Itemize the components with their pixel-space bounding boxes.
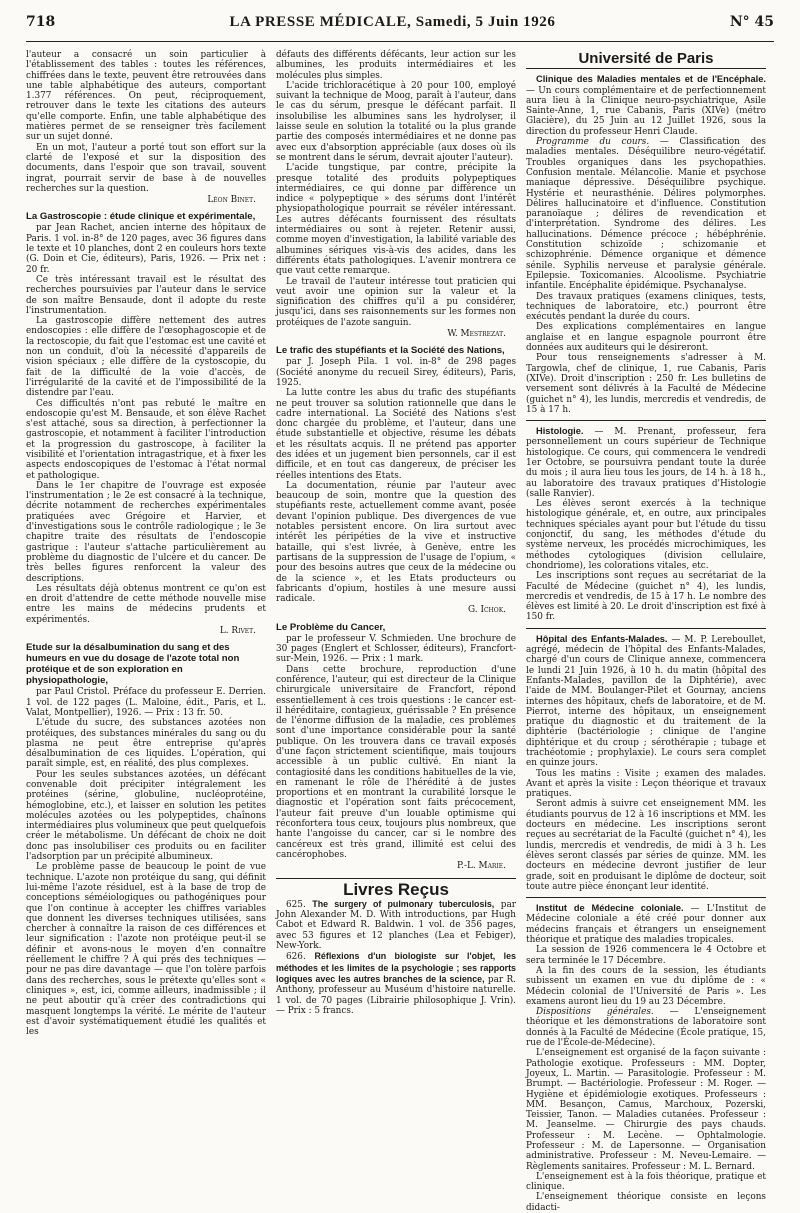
issue-number: N° 45 (729, 14, 774, 30)
paragraph: L'acide trichloracétique à 20 pour 100, employé suivant la technique de Moog, paraît à l'auteur, dans le cas du sérum, presque le défécant parfait. Il insolubilise les albumines sans les hydrolyser, il laisse seule en solution la totalité ou la plus grande partie des composés intermédiaires et ne donne pas avec eux d'absorption appréciable (aux doses où ils se montrent dans le sérum, devrait ajouter l'auteur). (276, 80, 516, 163)
paragraph (526, 426, 766, 499)
paragraph: Le travail de l'auteur intéresse tout praticien qui veut avoir une opinion sur la valeur et la signification des chiffres qu'il a pu considérer, jusqu'ici, dans ses raisonnements sur les formes non protéiques de l'azote sanguin. (276, 276, 516, 328)
review-title: Etude sur la désalbumination du sang et des humeurs en vue du dosage de l'azote total non protéique et de son exploration en physiopathologie, (26, 642, 240, 687)
paragraph: Dans le 1er chapitre de l'ouvrage est exposée l'instrumentation ; le 2e est consacré à la technique, décrite notamment de recherches expérimentales pratiquées avec Grégoire et Harvier, et d'investigations sous le contrôle radiologique ; le 3e chapitre traite des résultats de l'endoscopie gastrique : l'auteur s'attache particulièrement au problème du diagnostic de l'ulcère et du cancer. De très belles figures renforcent la valeur des descriptions. (26, 480, 266, 584)
book-entry (276, 951, 516, 1016)
section-divider (276, 878, 516, 879)
columns (26, 50, 774, 1213)
paragraph-text: — Classification des maladies mentales. Déséquilibre neuro-végétatif. Troubles organiques dans les psychopathies. Confusion mentale. Mélancolie. Manie et psychose maniaque dépressive. Déséquilibre psychique. Hystérie et neurasthénie. Délires polymorphes. Délires hallucinatoire et d'influence. Constitution paranoïaque ; délires de revendication et d'interprétation. Syndrome des délires. Les hallucinations. Démence précoce ; hébéphrénie. Constitution schizoïde ; schizomanie et schizophrénie. Démence organique et démence sénile. Syphilis nerveuse et paralysie générale. Epilepsie. Toxicomanies. Alcoolisme. Psychiatrie infantile. Encéphalite épidémique. Psychanalyse. (526, 137, 766, 292)
section-title-livres-recus: Livres Reçus (343, 879, 449, 899)
review-title: Le trafic des stupéfiants et la Société des Nations, (276, 345, 505, 357)
column-3 (526, 50, 767, 1213)
paragraph: Le problème passe de beaucoup le point de vue technique. L'azote non protéique du sang, qui définit lui-même l'azote résiduel, est à la base de trop de conceptions séméiologiques ou pathogéniques pour que l'on continue à accepter les chiffres variables que donnent les diverses techniques utilisées, sans chercher à connaître la raison de ces différences et leur signification : l'azote non protéique peut-il se définir et avons-nous le moyen d'en connaître réellement le chiffre ? À qui prés des techniques — pour ne pas dire davantage — que l'on tolère parfois dans des recherches, sous le prétexte qu'elles sont « cliniques », est, ici, comme ailleurs, inadmissible ; il ne peut aboutir qu'à créer des contradictions qui masquent longtemps la vérité. Le mérite de l'auteur est d'avoir systématiquement étudié les qualités et les (26, 862, 266, 1038)
paragraph: L'étude du sucre, des substances azotées non protéiques, des substances minérales du sang ou du plasma ne peut être entreprise qu'après désalbumination de ces liquides. L'opération, qui paraît simple, est, en réalité, des plus complexes. (26, 718, 266, 770)
section-title-universite: Université de Paris (526, 50, 766, 69)
page-number: 718 (26, 14, 56, 30)
review-reference: par Jean Rachet, ancien interne des hôpitaux de Paris. 1 vol. in-8° de 120 pages, avec 36 figures dans le texte et 10 planches, dont 2 en couleurs hors texte (G. Doin et Cie, éditeurs), Paris, 1926. — Prix net : 20 fr. (26, 223, 266, 275)
column-1 (26, 50, 266, 1074)
review-reference: par J. Joseph Pila. 1 vol. in-8° de 298 pages (Société anonyme du recueil Sirey, éditeurs), Paris, 1925. (276, 357, 516, 388)
paragraph: l'auteur a consacré un soin particulier à l'établissement des tables : toutes les références, chiffrées dans le texte, peuvent être retrouvées dans une table alphabétique des auteurs, comportant 1.377 références. On peut, réciproquement, retrouver dans le texte les citations des auteurs qu'elle comporte. Enfin, une table alphabétique des matières permet de se renseigner très facilement sur un sujet donné. (26, 50, 266, 143)
paragraph (526, 634, 766, 769)
paragraph: L'enseignement est organisé de la façon suivante : Pathologie exotique. Professeurs : MM. Dopter, Joyeux, L. Martin. — Parasitologie. Professeur : M. Brumpt. — Bactériologie. Professeur : M. Roger. — Hygiène et épidémiologie exotiques. Professeurs : MM. Besançon, Camus, Marchoux, Pozerski, Teissier, Tanon. — Maladies cutanées. Professeur : M. Jeanselme. — Chirurgie des pays chauds. Professeur : M. Lecène. — Ophtalmologie. Professeur : M. de Lapersonne. — Organisation administrative. Professeur : M. Neveu-Lemaire. — Règlements sanitaires. Professeur : M. L. Bernard. (526, 1048, 766, 1172)
paragraph (526, 74, 766, 137)
paragraph-text: — L'enseignement théorique et les démonstrations de laboratoire sont donnés à la Faculté de Médecine (École pratique, 15, rue de l'École-de-Médecine). (526, 1007, 766, 1049)
subsection-title: Clinique des Maladies mentales et de l'Encéphale. (536, 74, 766, 85)
column-2 (276, 50, 516, 1074)
book-number: 626. (286, 952, 306, 963)
page-header (26, 14, 774, 42)
paragraph: Pour les seules substances azotées, un défécant convenable doit précipiter intégralement les protéines (sérine, globuline, nucléoprotéine, hémoglobine, etc.), et laisser en solution les petites molécules azotées ou les polypeptides, chaînons intermédiaires plus volumineux que peut quelquefois créer le métabolisme. Un défécant de choix ne doit donc pas insolubiliser ces produits ou en faciliter l'adsorption par un précipité albumineux. (26, 769, 266, 863)
author-signature: L. Rivet. (219, 626, 256, 637)
author-signature: Léon Binet. (207, 195, 256, 206)
paragraph: Les résultats déjà obtenus montrent ce qu'on est en droit d'attendre de cette méthode nouvelle mise entre les mains de médecins prudents et expérimentés. (26, 583, 266, 625)
paragraph (526, 903, 766, 945)
paragraph: La session de 1926 commencera le 4 Octobre et sera terminée le 17 Décembre. (526, 945, 766, 966)
paragraph: La documentation, réunie par l'auteur avec beaucoup de soin, montre que la question des stupéfiants reste, actuellement comme avant, posée devant l'opinion publique. Des divergences de vue notables persistent encore. On lira surtout avec intérêt les péripéties de la vive et instructive bataille, qui s'est livrée, à Genève, entre les partisans de la suppression de l'usage de l'opium, « pour des besoins autres que ceux de la médecine ou de la science », et les Etats producteurs ou fabricants d'opium, hostiles à une mesure aussi radicale. (276, 480, 516, 605)
paragraph-text: — M. P. Lereboullet, agrégé, médecin de l'hôpital des Enfants-Malades, chargé d'un cours de Clinique annexe, commencera le lundi 21 Juin 1926, à 10 h. du matin (hôpital des Enfants-Malades, pavillon de la Diphtérie), avec l'aide de MM. Boulanger-Pilet et Gournay, anciens internes des hôpitaux, chefs de laboratoire, et de M. Pierrot, interne des hôpitaux, un enseignement pratique du diagnostic et du traitement de la diphtérie (bactériologie ; clinique de l'angine diphtérique et du croup ; sérothérapie ; tubage et trachéotomie ; prophylaxie). Le cours sera complet en quinze jours. (526, 634, 767, 769)
book-title: Réflexions d'un biologiste sur l'objet, les méthodes et les limites de la psychologie ; ses rapports logiques avec les autres branches de la science, (276, 951, 516, 984)
paragraph: L'enseignement est à la fois théorique, pratique et clinique. (526, 1171, 766, 1193)
paragraph: Ce très intéressant travail est le résultat des recherches poursuivies par l'auteur dans le service de son maître Bensaude, dont il adopte du reste l'instrumentation. (26, 274, 266, 316)
inline-label: Programme du cours. (536, 137, 650, 148)
paragraph-text: — M. Prenant, professeur, fera personnellement un cours supérieur de Technique histologique. Ce cours, qui commencera le vendredi 1er Octobre, se poursuivra pendant toute la durée du mois ; il aura lieu tous les jours, de 14 h. à 18 h., au laboratoire des travaux pratiques d'Histologie (salle Ranvier). (526, 427, 766, 499)
paragraph: défauts des différents défécants, leur action sur les albumines, les produits intermédiaires et les molécules plus simples. (276, 50, 516, 81)
paragraph: En un mot, l'auteur a porté tout son effort sur la clarté de l'exposé et sur la disposition des documents, dans l'espoir que son travail, souvent ingrat, pourrait servir de base à de nouvelles recherches sur la question. (26, 142, 266, 194)
review-title: Le Problème du Cancer, (276, 621, 386, 633)
paragraph-text: — L'Institut de Médecine coloniale a été créé pour donner aux médecins français et étrangers un enseignement théorique et pratique des maladies tropicales. (526, 904, 766, 946)
paragraph-text: — Un cours complémentaire et de perfectionnement aura lieu à la Clinique neuro-psychiatrique, Asile Sainte-Anne, 1, rue Cabanis, Paris (XIVe) (métro Glacière), du 25 Juin au 12 Juillet 1926, sous la direction du professeur Henri Claude. (526, 85, 766, 137)
inline-label: Dispositions générales. (536, 1007, 654, 1018)
divider (526, 897, 766, 898)
journal-title: LA PRESSE MÉDICALE, Samedi, 5 Juin 1926 (229, 14, 556, 30)
paragraph: Des travaux pratiques (examens cliniques, tests, techniques de laboratoire, etc.) pourront être exécutés pendant la durée du cours. (526, 291, 766, 323)
subsection-title: Histologie. (536, 426, 584, 437)
book-reference: par R. Anthony, professeur au Muséum d'histoire naturelle. 1 vol. de 70 pages (Librairie philosophique J. Vrin). — Prix : 5 francs. (276, 974, 517, 1016)
divider (526, 628, 766, 629)
subsection-title: Hôpital des Enfants-Malades. (536, 633, 668, 644)
paragraph: Tous les matins : Visite ; examen des malades. Avant et après la visite : Leçon théorique et travaux pratiques. (526, 768, 766, 800)
paragraph (526, 1007, 766, 1048)
book-entry (276, 899, 516, 951)
paragraph: Pour tous renseignements s'adresser à M. Targowla, chef de clinique, 1, rue Cabanis, Paris (XIVe). Droit d'inscription : 250 fr. Les bulletins de versement sont délivrés à la Faculté de Médecine (guichet n° 4), les lundis, mercredis et vendredis, de 15 à 17 h. (526, 353, 766, 415)
paragraph: Seront admis à suivre cet enseignement MM. les étudiants pourvus de 12 à 16 inscriptions et MM. les docteurs en médecine. Les inscriptions seront reçues au secrétariat de la Faculté (guichet n° 4), les lundis, mercredis et vendredis, de midi à 3 h. Les élèves seront classés par séries de quinze. MM. les docteurs en médecine devront justifier de leur grade, soit en produisant le diplôme de docteur, soit toute autre pièce énonçant leur identité. (526, 799, 766, 892)
paragraph: A la fin des cours de la session, les étudiants subissent un examen en vue du diplôme de : « Médecin colonial de l'Université de Paris ». Les examens auront lieu du 19 au 23 Décembre. (526, 965, 766, 1007)
paragraph: L'acide tungstique, par contre, précipite la presque totalité des produits polypeptiques intermédiaires, ce qui donne par différence un indice « polypeptique » des sérums dont l'intérêt physiopathologique pourrait se révéler intéressant. Les autres défécants fournissent des résultats intermédiaires ou sont à rejeter. Retenir aussi, comme moyen d'investigation, la labilité variable des albumines sériques vis-à-vis des acides, dans les différents états pathologiques. L'avenir montrera ce que vaut cette remarque. (276, 163, 516, 277)
paragraph: Les élèves seront exercés à la technique histologique générale, et, en outre, aux principales techniques spéciales ayant pour but l'étude du tissu conjonctif, du sang, les méthodes d'étude du système nerveux, les procédés microchimiques, les méthodes cytologiques (division cellulaire, chondriome), les colorations vitales, etc. (526, 499, 766, 571)
paragraph (526, 137, 766, 291)
paragraph: Les inscriptions sont reçues au secrétariat de la Faculté de Médecine (guichet n° 4), les lundis, mercredis et vendredis, de 15 à 17 h. Le nombre des élèves est limité à 20. Le droit d'inscription est fixé à 150 fr. (526, 571, 766, 623)
paragraph: Ces difficultés n'ont pas rebuté le maître en endoscopie qu'est M. Bensaude, et son élève Rachet s'est attaché, sous sa direction, à perfectionner la gastroscopie, et notamment à faciliter l'introduction et la progression du gastroscope, à faciliter la visibilité et l'orientation intragastrique, et à fixer les aspects endoscopiques de l'estomac à l'état normal et pathologique. (26, 398, 266, 481)
review-reference: par le professeur V. Schmieden. Une brochure de 30 pages (Englert et Schlosser, éditeurs), Francfort-sur-Mein, 1926. — Prix : 1 mark. (276, 633, 516, 665)
paragraph: La lutte contre les abus du trafic des stupéfiants ne peut trouver sa solution rationnelle que dans le cadre international. La Société des Nations s'est donc chargée du problème, et l'auteur, dans une étude substantielle et objective, résume les débats et les résultats acquis. Il ne prétend pas apporter des idées et un jugement bien personnels, car il est difficile, et en tout cas dangereux, de préciser les réelles intentions des Etats. (276, 388, 516, 481)
paragraph: Des explications complémentaires en langue anglaise et en langue espagnole pourront être données aux auditeurs qui le désireront. (526, 322, 766, 354)
author-signature: W. Mestrezat. (447, 329, 506, 340)
book-number: 625. (286, 899, 306, 910)
paragraph: Dans cette brochure, reproduction d'une conférence, l'auteur, qui est directeur de la Clinique chirurgicale universitaire de Francfort, répond essentiellement à ces trois questions : le cancer est-il héréditaire, contagieux, guérissable ? En présence de l'énorme diffusion de la maladie, ces problèmes sont d'une importance considérable pour la santé publique. On les trouvera dans ce travail exposés d'une façon strictement scientifique, mais toujours accessible à un public cultivé. En niant la contagiosité dans les conditions habituelles de la vie, en ramenant le rôle de l'hérédité à de justes proportions et en montrant la curabilité lorsque le diagnostic et l'opération sont faits précocement, l'auteur fait preuve d'un louable optimisme qui réconfortera tous ceux, toujours plus nombreux, que hante l'angoisse du cancer, car si le nombre des cancéreux est très grand, illimité est celui des cancérophobes. (276, 664, 516, 860)
review-title: La Gastroscopie : étude clinique et expérimentale, (26, 211, 256, 223)
divider (526, 420, 766, 421)
author-signature: G. Ichok. (468, 605, 506, 616)
review-reference: par Paul Cristol. Préface du professeur E. Derrien. 1 vol. de 122 pages (L. Maloine, édit., Paris, et L. Valat, Montpellier), 1926. — Prix : 13 fr. 50. (26, 687, 266, 718)
paragraph: La gastroscopie diffère nettement des autres endoscopies : elle diffère de l'œsophagoscopie et de la rectoscopie, du fait que l'estomac est une cavité et non un conduit, d'où la nécessité d'appareils de vision spéciaux ; elle diffère de la cystoscopie, du fait de la difficulté de la voie d'accès, de l'irrégularité de la cavité et de l'impossibilité de la distendre par l'eau. (26, 316, 266, 399)
book-title: The surgery of pulmonary tuberculosis, (312, 898, 495, 909)
author-signature: P.-L. Marie. (456, 861, 506, 872)
book-reference: par John Alexander M. D. With introductions, par Hugh Cabot et Edward R. Baldwin. 1 vol. de 356 pages, avec 53 figures et 12 planches (Lea et Febiger), New-York. (276, 899, 517, 952)
subsection-title: Institut de Médecine coloniale. (536, 903, 684, 914)
paragraph: L'enseignement théorique consiste en leçons didacti- (526, 1192, 766, 1213)
